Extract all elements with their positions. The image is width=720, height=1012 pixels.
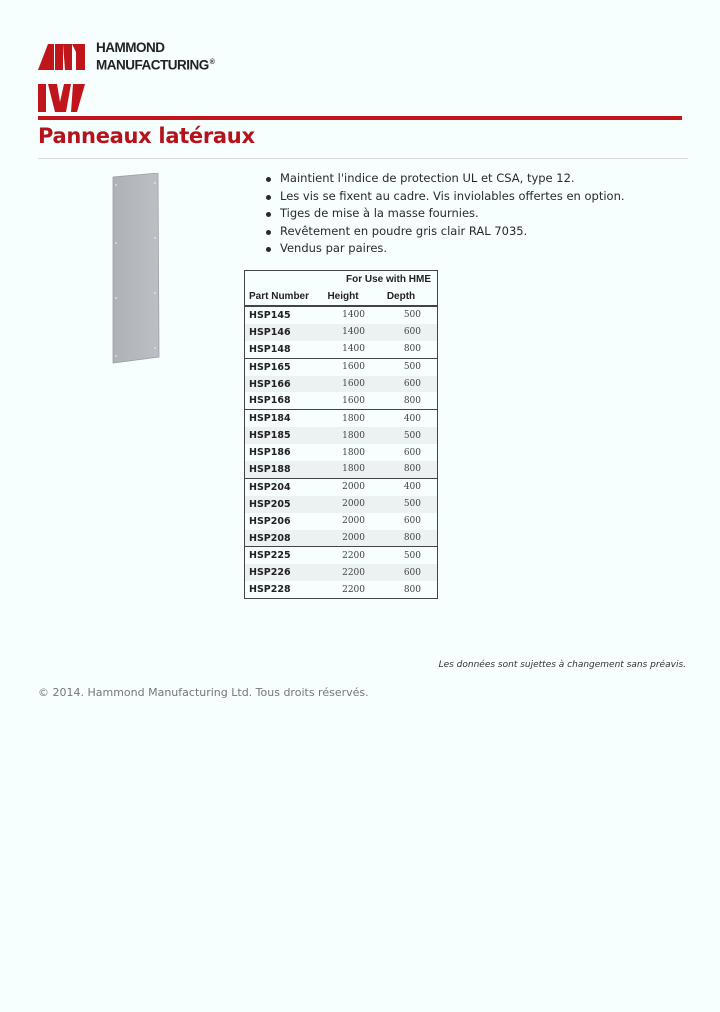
height-cell: 1800 — [321, 427, 365, 444]
brand-wordmark — [96, 40, 214, 73]
table-row — [245, 376, 438, 393]
depth-cell: 600 — [403, 516, 421, 527]
table-group-header: For Use with HME — [345, 274, 431, 285]
depth-cell: 500 — [365, 427, 438, 444]
table-row — [245, 581, 438, 598]
part-number-cell: HSP205 — [245, 496, 322, 513]
side-panel-image — [110, 173, 162, 365]
height-cell: 2000 — [321, 496, 365, 513]
height-cell: 1600 — [321, 376, 365, 393]
height-cell: 1400 — [321, 324, 365, 341]
height-cell: 2000 — [342, 482, 365, 493]
part-number-cell: HSP204 — [249, 481, 291, 493]
height-cell: 1800 — [342, 413, 365, 424]
header-red-rule — [38, 116, 682, 120]
list-item: Revêtement en poudre gris clair RAL 7035. — [262, 223, 625, 241]
part-number-cell: HSP228 — [249, 584, 291, 596]
depth-cell: 800 — [365, 392, 438, 409]
depth-cell: 800 — [403, 584, 421, 595]
depth-cell: 600 — [403, 447, 421, 458]
table-row — [245, 547, 438, 564]
depth-cell: 600 — [365, 376, 438, 393]
table-row — [245, 306, 438, 324]
part-number-cell: HSP168 — [245, 392, 322, 409]
part-number-table — [244, 270, 438, 599]
height-cell: 2200 — [342, 584, 365, 595]
header-height: Height — [321, 288, 365, 306]
part-number-cell: HSP185 — [245, 427, 322, 444]
height-cell: 1800 — [321, 461, 365, 478]
table-row — [245, 410, 438, 427]
table-row — [245, 496, 438, 513]
depth-cell: 500 — [403, 310, 421, 321]
disclaimer-note: Les données sont sujettes à changement sans préavis. — [438, 660, 686, 670]
height-cell: 2200 — [321, 564, 365, 581]
height-cell: 2000 — [321, 530, 365, 547]
height-cell: 2000 — [342, 516, 365, 527]
depth-cell: 600 — [365, 564, 438, 581]
table-row — [245, 478, 438, 495]
part-number-cell: HSP226 — [245, 564, 322, 581]
hammond-logo-icon — [38, 42, 88, 112]
depth-cell: 500 — [365, 496, 438, 513]
table-row — [245, 513, 438, 530]
part-number-cell: HSP146 — [245, 324, 322, 341]
feature-list — [262, 170, 625, 258]
header-part-number: Part Number — [245, 288, 322, 306]
table-row — [245, 461, 438, 478]
list-item: Maintient l'indice de protection UL et CSA, type 12. — [262, 170, 625, 188]
table-row — [245, 427, 438, 444]
part-number-cell: HSP145 — [249, 309, 291, 321]
depth-cell: 500 — [403, 362, 421, 373]
depth-cell: 600 — [365, 324, 438, 341]
part-number-cell: HSP186 — [249, 447, 291, 459]
height-cell: 2200 — [342, 550, 365, 561]
header-depth: Depth — [365, 288, 438, 306]
depth-cell: 800 — [365, 461, 438, 478]
list-item: Vendus par paires. — [262, 240, 625, 258]
brand-reg: ® — [209, 59, 215, 66]
height-cell: 1600 — [321, 392, 365, 409]
part-number-cell: HSP188 — [245, 461, 322, 478]
part-number-cell: HSP148 — [245, 341, 322, 358]
title-divider — [38, 158, 688, 159]
list-item: Les vis se fixent au cadre. Vis inviolables offertes en option. — [262, 188, 625, 206]
part-number-cell: HSP225 — [249, 550, 291, 562]
depth-cell: 400 — [403, 482, 421, 493]
height-cell: 1600 — [342, 362, 365, 373]
part-number-cell: HSP208 — [245, 530, 322, 547]
height-cell: 1800 — [342, 447, 365, 458]
part-number-cell: HSP165 — [249, 361, 291, 373]
depth-cell: 500 — [403, 550, 421, 561]
table-row — [245, 530, 438, 547]
height-cell: 1400 — [321, 341, 365, 358]
brand-line2: MANUFACTURING — [96, 57, 209, 73]
copyright-footer: © 2014. Hammond Manufacturing Ltd. Tous droits réservés. — [38, 686, 369, 699]
part-number-cell: HSP166 — [245, 376, 322, 393]
table-row — [245, 392, 438, 409]
height-cell: 1400 — [342, 310, 365, 321]
depth-cell: 800 — [365, 530, 438, 547]
table-row — [245, 358, 438, 375]
table-row — [245, 324, 438, 341]
page-title: Panneaux latéraux — [38, 124, 255, 148]
table-row — [245, 444, 438, 461]
depth-cell: 400 — [403, 413, 421, 424]
table-row — [245, 564, 438, 581]
table-body — [245, 306, 438, 599]
part-number-cell: HSP184 — [249, 413, 291, 425]
depth-cell: 800 — [365, 341, 438, 358]
table-row — [245, 341, 438, 358]
list-item: Tiges de mise à la masse fournies. — [262, 205, 625, 223]
brand-line1: HAMMOND — [96, 40, 165, 55]
part-number-cell: HSP206 — [249, 515, 291, 527]
table-header-blank — [245, 271, 322, 289]
